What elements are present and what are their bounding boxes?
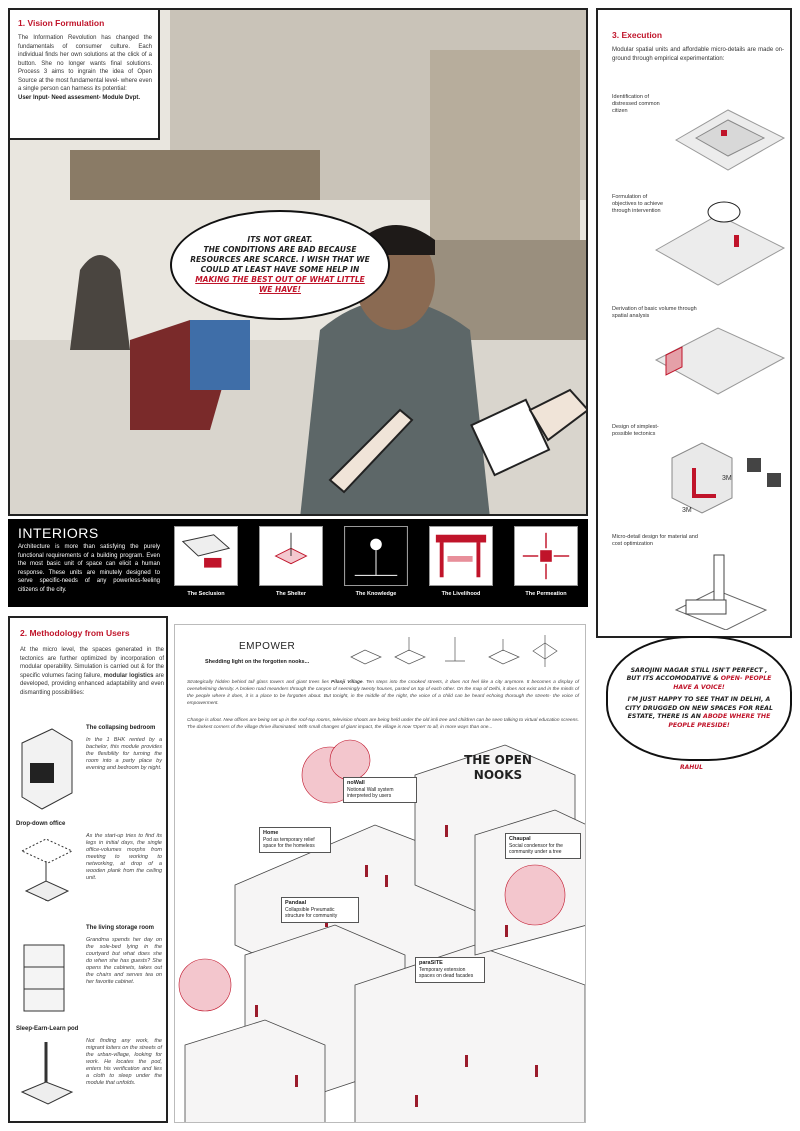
module-title: Sleep-Earn-Learn pod [16, 1026, 79, 1032]
empower-subtitle: Shedding light on the forgotten nooks... [205, 659, 310, 665]
bubble2-l3-red: ABODE WHERE THE PEOPLE PRESIDE! [668, 713, 771, 729]
tag-nowall [343, 777, 417, 803]
knowledge-diagram [344, 526, 408, 586]
module-text: As the start-up tries to find its legs in initial days, the single office-volumes morphs from meeting to working to networking, at drop of a wooden plank from the ceiling unit. [86, 833, 162, 881]
bubble1-highlight: MAKING THE BEST OUT OF WHAT LITTLE WE HAVE! [195, 275, 365, 294]
vision-body: The Information Revolution has changed the fundamentals of consumer culture. Each individual finds her own solutions at the click of a button. She no longer wants final solutions. Process 3 aims to ingrain the idea of Open Source at the most fundamental level- where even a single person can harness its potential: [18, 35, 152, 92]
bubble1-line1: ITS NOT GREAT. [247, 235, 313, 244]
vision-textbox [10, 10, 160, 140]
execution-dim-label: 3M [722, 475, 732, 482]
tag-title: Pandaal [285, 900, 307, 906]
interior-thumb-seclusion [174, 526, 238, 602]
execution-step [606, 302, 790, 402]
vision-steps: User Input- Need assesment- Module Dvpt. [18, 94, 141, 101]
execution-step [606, 420, 790, 525]
bubble2-l1-red: OPEN- [720, 675, 743, 683]
execution-step [606, 90, 790, 185]
tag-text: Collapsible Pneumatic structure for community [285, 906, 338, 919]
speaker-label: RAHUL [680, 764, 703, 771]
module-title: Drop-down office [16, 821, 66, 827]
tag-parasite [415, 957, 485, 983]
empower-title: EMPOWER [239, 641, 296, 652]
methodology-body [20, 646, 164, 697]
tag-title: Home [263, 830, 279, 836]
execution-step-label: Derivation of basic volume through spatial analysis [612, 306, 697, 319]
interiors-title: INTERIORS [18, 525, 99, 541]
methodology-body-bold: modular logistics [103, 672, 154, 679]
empower-paragraph-1 [187, 679, 579, 707]
module-text: In the 1 BHK rented by a bachelor, this module provides the flexibility for turning the room into a party place by evening and bedroom by night. [86, 737, 162, 771]
module-collapsing-bedroom [16, 723, 164, 818]
execution-step-label: Formulation of objectives to achieve through intervention [612, 194, 664, 214]
vision-title: 1. Vision Formulation [18, 18, 105, 28]
module-title: The collapsing bedroom [86, 725, 156, 731]
execution-step-label: Micro-detail design for material and cost optimization [612, 534, 698, 547]
execution-step-diagram [646, 190, 790, 295]
speech-bubble-complaint [170, 210, 390, 320]
interior-thumb-caption: The Seclusion [187, 591, 225, 597]
tag-title: Chaupal [509, 836, 531, 842]
tag-text: Notional Wall system interpreted by users [347, 786, 394, 799]
execution-step-diagram [662, 428, 790, 523]
permeation-diagram [514, 526, 578, 586]
interiors-band [8, 519, 588, 607]
tag-text: Temporary extension spaces on dead facades [419, 966, 474, 979]
tag-chaupal [505, 833, 581, 859]
module-sleep-earn-learn-pod [16, 1026, 164, 1121]
empower-process-icons [345, 631, 575, 671]
interior-thumb-caption: The Livelihood [441, 591, 481, 597]
interior-thumb-livelihood [429, 526, 493, 602]
interior-thumb-caption: The Permeation [525, 591, 567, 597]
bubble2-l3: I'M JUST HAPPY TO SEE THAT IN DELHI, A CITY DRUGGED ON NEW SPACES FOR REAL ESTATE, THERE IS AN [625, 696, 773, 721]
shelter-diagram [259, 526, 323, 586]
street-photo-panel [8, 8, 588, 516]
livelihood-diagram [429, 526, 493, 586]
interior-thumb-caption: The Knowledge [355, 591, 397, 597]
interior-thumb-knowledge [344, 526, 408, 602]
interior-thumb-caption: The Shelter [276, 591, 306, 597]
execution-step-label: Identification of distressed common citizen [612, 94, 660, 114]
module-text: Not finding any work, the migrant loiters on the streets of the urban-village, looking for work. He locates the pod, enters his verification and lies a cloth to sleep under the module that unfolds. [86, 1038, 162, 1086]
tag-title: paraSITE [419, 960, 443, 966]
tag-pandaal [281, 897, 359, 923]
interior-thumb-shelter [259, 526, 323, 602]
methodology-body-post: are developed, providing enhanced adaptability and even dismantling possibilities: [20, 672, 165, 696]
praise-bubble-shape [606, 636, 792, 761]
methodology-title: 2. Methodology from Users [20, 628, 130, 638]
empower-p1-pre: Strategically hidden behind tall glass towers and giant trees lies [187, 680, 329, 685]
empower-p1-bold: Pilanji Village [331, 680, 363, 685]
execution-body: Modular spatial units and affordable micro-details are made on-ground through empirical experimentation: [612, 47, 784, 62]
module-diagram [16, 831, 78, 916]
seclusion-diagram [174, 526, 238, 586]
module-living-storage-room [16, 923, 164, 1028]
execution-dim-label: 3M [682, 507, 692, 514]
tag-text: Social condensor for the community under a tree [509, 842, 563, 855]
module-title: The living storage room [86, 925, 155, 931]
module-text: Grandma spends her day on the sole-bed lying in the courtyard but what does she do when she has guests? She opens the cabinets, takes out the chairs and serves tea on her favorite cabinet. [86, 937, 162, 985]
interiors-body: Architecture is more than satisfying the purely functional requirements of a building program. Even the most basic unit of space can elicit a human response. These units are minutely designed to serve specific-needs of any powerless-feeling citizens of the city. [18, 544, 160, 593]
execution-step [606, 530, 790, 630]
module-diagram [16, 935, 78, 1025]
execution-step [606, 190, 790, 300]
methodology-body-pre: At the micro level, the spaces generated in the tectonics are further optimized by incorporation of modular operability. Simulation is carried out & for the specific volumes facing failure, [20, 647, 164, 679]
execution-step-diagram [666, 90, 790, 180]
execution-step-label: Design of simplest-possible tectonics [612, 424, 659, 437]
methodology-panel [8, 616, 168, 1123]
tag-title: noWall [347, 780, 365, 786]
empower-panel [174, 624, 586, 1123]
execution-step-diagram [646, 310, 790, 400]
module-diagram [16, 1038, 78, 1118]
execution-step-diagram [666, 550, 790, 630]
bubble2-l2-red: PEOPLE HAVE A VOICE! [673, 675, 772, 691]
open-nooks-title: THE OPEN NOOKS [464, 753, 532, 782]
module-diagram [16, 723, 78, 813]
bubble1-line2: THE CONDITIONS ARE BAD BECAUSE RESOURCES ARE SCARCE. I WISH THAT WE COULD AT LEAST HAVE SOME HELP IN [190, 245, 370, 274]
execution-panel [596, 8, 792, 638]
bubble2-text-1 [624, 667, 774, 693]
speech-bubble-praise [606, 636, 792, 776]
bubble2-l1: SAROJINI NAGAR STILL ISN'T PERFECT , BUT ITS ACCOMODATIVE & [626, 666, 768, 683]
module-drop-down-office [16, 821, 164, 921]
empower-paragraph-2: Change is afoot. New offices are being set up in the roof-top rooms, television shoots are being held under the old imli tree and children can be seen talking to virtual education screens. The darkest corners of the village thrive illuminated. With small changes of giant impact, the village is now 'Open' to all, in more ways than one... [187, 718, 579, 730]
empower-p1-post: . Ten steps into the crooked streets, it does not feel like a city anymore. It becomes a display of overwhelming density. A broken road meanders through the canyon of seemingly twenty houses, pasted on top of each other. On the map of Delhi, it does not exist and in the minds of the people where it does, it is a place to be forgotten about. But tonight, in the middle of the night, the voice of a child can be heard echoing thorough the streets- the voice of empowerment. [187, 680, 579, 706]
tag-home [259, 827, 331, 853]
bubble2-text-2 [624, 696, 774, 730]
interior-thumb-permeation [514, 526, 578, 602]
execution-title: 3. Execution [612, 30, 663, 40]
tag-text: Pod as temporary relief space for the homeless [263, 836, 315, 849]
